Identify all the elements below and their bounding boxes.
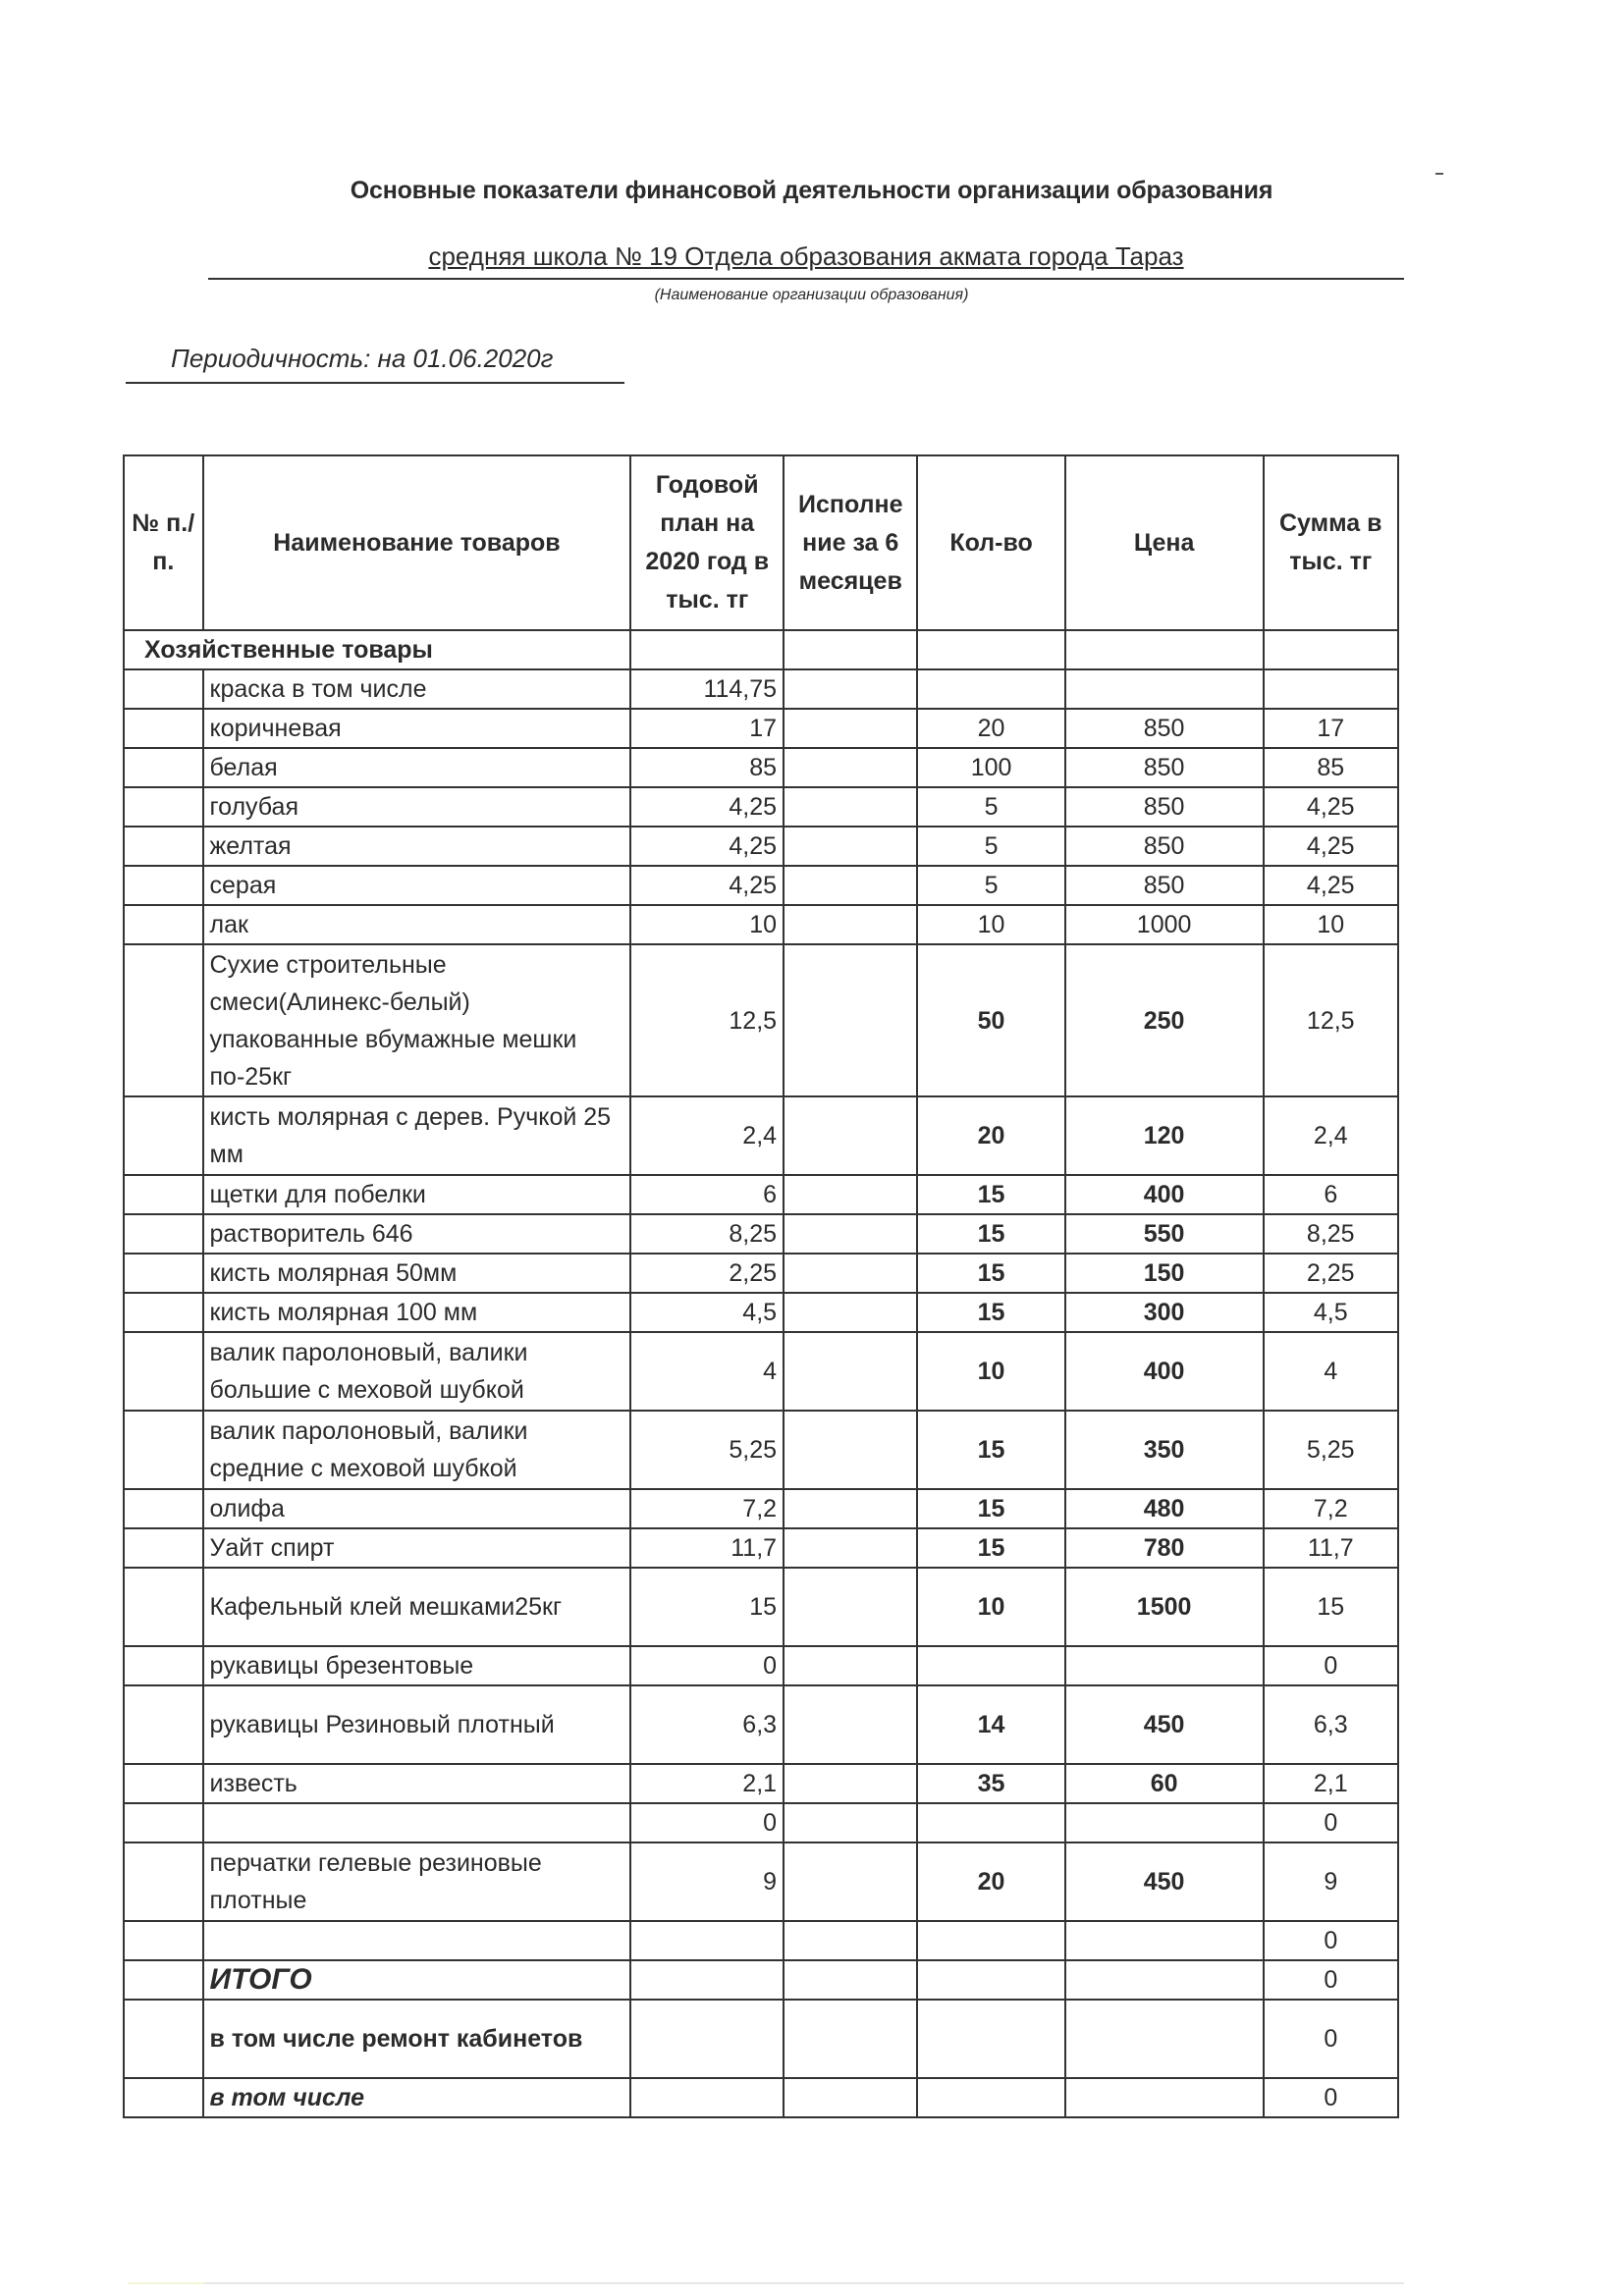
item-qty: 20 bbox=[917, 1096, 1064, 1175]
item-plan: 11,7 bbox=[630, 1528, 784, 1568]
table-row bbox=[124, 1921, 1398, 1960]
item-plan: 10 bbox=[630, 905, 784, 944]
item-qty: 15 bbox=[917, 1175, 1064, 1214]
total-row bbox=[124, 1960, 1398, 2000]
row-number bbox=[124, 1293, 203, 1332]
header-sum: Сумма в тыс. тг bbox=[1264, 455, 1398, 630]
row-number bbox=[124, 1411, 203, 1489]
table-row bbox=[124, 1411, 1398, 1489]
item-plan: 114,75 bbox=[630, 669, 784, 709]
item-name: перчатки гелевые резиновые плотные bbox=[203, 1842, 631, 1921]
item-qty: 15 bbox=[917, 1489, 1064, 1528]
item-qty: 15 bbox=[917, 1411, 1064, 1489]
row-number bbox=[124, 669, 203, 709]
table-row bbox=[124, 1528, 1398, 1568]
row-number bbox=[124, 1685, 203, 1764]
item-qty: 15 bbox=[917, 1293, 1064, 1332]
table-header-row bbox=[124, 455, 1398, 630]
item-plan: 5,25 bbox=[630, 1411, 784, 1489]
section-row bbox=[124, 630, 1398, 669]
item-qty: 100 bbox=[917, 748, 1064, 787]
item-exec bbox=[784, 1293, 917, 1332]
item-price: 350 bbox=[1065, 1411, 1264, 1489]
item-qty: 14 bbox=[917, 1685, 1064, 1764]
item-name: лак bbox=[203, 905, 631, 944]
item-name: щетки для побелки bbox=[203, 1175, 631, 1214]
item-exec bbox=[784, 905, 917, 944]
item-price: 150 bbox=[1065, 1254, 1264, 1293]
row-number bbox=[124, 1096, 203, 1175]
repair-sum: 0 bbox=[1264, 2000, 1398, 2078]
section-title: Хозяйственные товары bbox=[124, 630, 630, 669]
row-number bbox=[124, 1175, 203, 1214]
item-name: желтая bbox=[203, 827, 631, 866]
item-sum: 85 bbox=[1264, 748, 1398, 787]
item-sum: 9 bbox=[1264, 1842, 1398, 1921]
item-price: 850 bbox=[1065, 787, 1264, 827]
item-exec bbox=[784, 709, 917, 748]
table-row bbox=[124, 1332, 1398, 1411]
organization-caption: (Наименование организации образования) bbox=[654, 287, 969, 303]
item-qty: 5 bbox=[917, 866, 1064, 905]
item-exec bbox=[784, 1096, 917, 1175]
item-plan: 6,3 bbox=[630, 1685, 784, 1764]
row-number bbox=[124, 787, 203, 827]
item-plan: 85 bbox=[630, 748, 784, 787]
item-sum: 2,1 bbox=[1264, 1764, 1398, 1803]
item-name: серая bbox=[203, 866, 631, 905]
item-sum: 2,4 bbox=[1264, 1096, 1398, 1175]
item-price bbox=[1065, 1803, 1264, 1842]
item-sum: 6,3 bbox=[1264, 1685, 1398, 1764]
item-exec bbox=[784, 1921, 917, 1960]
item-plan: 15 bbox=[630, 1568, 784, 1646]
item-price: 400 bbox=[1065, 1175, 1264, 1214]
item-sum: 4,5 bbox=[1264, 1293, 1398, 1332]
item-price: 300 bbox=[1065, 1293, 1264, 1332]
table-row bbox=[124, 827, 1398, 866]
item-price: 850 bbox=[1065, 748, 1264, 787]
item-qty bbox=[917, 1646, 1064, 1685]
repair-label: в том числе ремонт кабинетов bbox=[203, 2000, 631, 2078]
item-qty: 50 bbox=[917, 944, 1064, 1096]
item-exec bbox=[784, 1332, 917, 1411]
item-name: кисть молярная с дерев. Ручкой 25 мм bbox=[203, 1096, 631, 1175]
item-sum: 8,25 bbox=[1264, 1214, 1398, 1254]
scan-mark bbox=[1435, 173, 1443, 175]
header-num: № п./п. bbox=[124, 455, 203, 630]
item-plan: 2,1 bbox=[630, 1764, 784, 1803]
including-row bbox=[124, 2078, 1398, 2117]
table-row bbox=[124, 944, 1398, 1096]
item-exec bbox=[784, 669, 917, 709]
item-price: 120 bbox=[1065, 1096, 1264, 1175]
item-name: Кафельный клей мешками25кг bbox=[203, 1568, 631, 1646]
table-row bbox=[124, 1764, 1398, 1803]
table-row bbox=[124, 866, 1398, 905]
row-number bbox=[124, 944, 203, 1096]
including-sum: 0 bbox=[1264, 2078, 1398, 2117]
item-qty: 20 bbox=[917, 709, 1064, 748]
item-price: 450 bbox=[1065, 1842, 1264, 1921]
header-price: Цена bbox=[1065, 455, 1264, 630]
item-sum: 7,2 bbox=[1264, 1489, 1398, 1528]
item-sum: 4,25 bbox=[1264, 866, 1398, 905]
item-qty: 10 bbox=[917, 905, 1064, 944]
header-exec: Исполне ние за 6 месяцев bbox=[784, 455, 917, 630]
item-exec bbox=[784, 944, 917, 1096]
item-price: 1000 bbox=[1065, 905, 1264, 944]
itogo-sum: 0 bbox=[1264, 1960, 1398, 2000]
item-qty bbox=[917, 669, 1064, 709]
item-plan: 8,25 bbox=[630, 1214, 784, 1254]
item-sum: 11,7 bbox=[1264, 1528, 1398, 1568]
organization-name: средняя школа № 19 Отдела образования акмата города Тараз bbox=[428, 241, 1184, 271]
item-price: 550 bbox=[1065, 1214, 1264, 1254]
item-name: известь bbox=[203, 1764, 631, 1803]
item-name: Сухие строительные смеси(Алинекс-белый) упакованные вбумажные мешки по-25кг bbox=[203, 944, 631, 1096]
item-name: рукавицы брезентовые bbox=[203, 1646, 631, 1685]
row-number bbox=[124, 748, 203, 787]
item-sum: 5,25 bbox=[1264, 1411, 1398, 1489]
item-plan: 17 bbox=[630, 709, 784, 748]
item-price: 780 bbox=[1065, 1528, 1264, 1568]
item-qty: 15 bbox=[917, 1254, 1064, 1293]
item-name: кисть молярная 100 мм bbox=[203, 1293, 631, 1332]
item-qty: 10 bbox=[917, 1568, 1064, 1646]
row-number bbox=[124, 1254, 203, 1293]
item-exec bbox=[784, 1764, 917, 1803]
item-qty: 20 bbox=[917, 1842, 1064, 1921]
item-exec bbox=[784, 787, 917, 827]
row-number bbox=[124, 709, 203, 748]
table-row bbox=[124, 1096, 1398, 1175]
repair-row bbox=[124, 2000, 1398, 2078]
item-name: олифа bbox=[203, 1489, 631, 1528]
item-price: 850 bbox=[1065, 866, 1264, 905]
row-number bbox=[124, 1489, 203, 1528]
item-price: 1500 bbox=[1065, 1568, 1264, 1646]
row-number bbox=[124, 1842, 203, 1921]
item-exec bbox=[784, 1685, 917, 1764]
row-number bbox=[124, 1214, 203, 1254]
item-price: 250 bbox=[1065, 944, 1264, 1096]
item-plan: 2,25 bbox=[630, 1254, 784, 1293]
item-name: коричневая bbox=[203, 709, 631, 748]
row-number bbox=[124, 905, 203, 944]
item-exec bbox=[784, 827, 917, 866]
item-exec bbox=[784, 1803, 917, 1842]
item-exec bbox=[784, 1411, 917, 1489]
item-sum: 4,25 bbox=[1264, 787, 1398, 827]
item-price bbox=[1065, 669, 1264, 709]
organization-line bbox=[208, 241, 1404, 280]
item-exec bbox=[784, 1568, 917, 1646]
goods-table bbox=[123, 454, 1399, 2118]
item-plan: 4 bbox=[630, 1332, 784, 1411]
item-plan: 2,4 bbox=[630, 1096, 784, 1175]
item-exec bbox=[784, 1489, 917, 1528]
item-name: валик паролоновый, валики средние с меховой шубкой bbox=[203, 1411, 631, 1489]
item-price: 450 bbox=[1065, 1685, 1264, 1764]
item-plan: 4,5 bbox=[630, 1293, 784, 1332]
item-qty: 10 bbox=[917, 1332, 1064, 1411]
item-plan: 4,25 bbox=[630, 827, 784, 866]
item-plan: 7,2 bbox=[630, 1489, 784, 1528]
table-row bbox=[124, 1568, 1398, 1646]
item-sum: 4,25 bbox=[1264, 827, 1398, 866]
item-exec bbox=[784, 1175, 917, 1214]
table-row bbox=[124, 1803, 1398, 1842]
item-plan: 4,25 bbox=[630, 866, 784, 905]
row-number bbox=[124, 1528, 203, 1568]
item-plan: 12,5 bbox=[630, 944, 784, 1096]
item-exec bbox=[784, 1842, 917, 1921]
page-title: Основные показатели финансовой деятельности организации образования bbox=[350, 177, 1273, 204]
item-name: растворитель 646 bbox=[203, 1214, 631, 1254]
item-price: 400 bbox=[1065, 1332, 1264, 1411]
table-row bbox=[124, 905, 1398, 944]
row-number bbox=[124, 1921, 203, 1960]
item-qty bbox=[917, 1921, 1064, 1960]
header-qty: Кол-во bbox=[917, 455, 1064, 630]
row-number bbox=[124, 1646, 203, 1685]
item-price: 850 bbox=[1065, 827, 1264, 866]
header-name: Наименование товаров bbox=[203, 455, 631, 630]
table-row bbox=[124, 709, 1398, 748]
item-sum: 6 bbox=[1264, 1175, 1398, 1214]
item-plan: 0 bbox=[630, 1803, 784, 1842]
item-sum: 2,25 bbox=[1264, 1254, 1398, 1293]
table-row bbox=[124, 1254, 1398, 1293]
table-row bbox=[124, 1842, 1398, 1921]
item-exec bbox=[784, 748, 917, 787]
item-price bbox=[1065, 1921, 1264, 1960]
item-sum: 4 bbox=[1264, 1332, 1398, 1411]
item-plan: 6 bbox=[630, 1175, 784, 1214]
item-price: 480 bbox=[1065, 1489, 1264, 1528]
including-label: в том числе bbox=[203, 2078, 631, 2117]
item-qty: 5 bbox=[917, 827, 1064, 866]
item-plan: 4,25 bbox=[630, 787, 784, 827]
item-sum bbox=[1264, 669, 1398, 709]
item-qty: 35 bbox=[917, 1764, 1064, 1803]
item-name: белая bbox=[203, 748, 631, 787]
row-number bbox=[124, 1764, 203, 1803]
table-row bbox=[124, 1489, 1398, 1528]
table-row bbox=[124, 1214, 1398, 1254]
item-name: краска в том числе bbox=[203, 669, 631, 709]
item-exec bbox=[784, 866, 917, 905]
item-sum: 0 bbox=[1264, 1921, 1398, 1960]
item-qty: 15 bbox=[917, 1214, 1064, 1254]
row-number bbox=[124, 1332, 203, 1411]
item-price: 850 bbox=[1065, 709, 1264, 748]
item-sum: 15 bbox=[1264, 1568, 1398, 1646]
item-qty: 15 bbox=[917, 1528, 1064, 1568]
header-plan: Годовой план на 2020 год в тыс. тг bbox=[630, 455, 784, 630]
item-exec bbox=[784, 1214, 917, 1254]
period-label: Периодичность: на 01.06.2020г bbox=[126, 344, 624, 384]
item-name: валик паролоновый, валики большие с меховой шубкой bbox=[203, 1332, 631, 1411]
item-plan: 0 bbox=[630, 1646, 784, 1685]
table-row bbox=[124, 669, 1398, 709]
itogo-label: ИТОГО bbox=[203, 1960, 631, 2000]
table-row bbox=[124, 1293, 1398, 1332]
item-plan bbox=[630, 1921, 784, 1960]
row-number bbox=[124, 1803, 203, 1842]
item-sum: 17 bbox=[1264, 709, 1398, 748]
scan-artifact bbox=[128, 2282, 1404, 2284]
table-row bbox=[124, 1646, 1398, 1685]
row-number bbox=[124, 866, 203, 905]
item-exec bbox=[784, 1254, 917, 1293]
item-sum: 10 bbox=[1264, 905, 1398, 944]
table-row bbox=[124, 748, 1398, 787]
item-name: кисть молярная 50мм bbox=[203, 1254, 631, 1293]
table-row bbox=[124, 1175, 1398, 1214]
item-name: Уайт спирт bbox=[203, 1528, 631, 1568]
item-name bbox=[203, 1803, 631, 1842]
row-number bbox=[124, 827, 203, 866]
item-name: рукавицы Резиновый плотный bbox=[203, 1685, 631, 1764]
table-row bbox=[124, 1685, 1398, 1764]
item-qty: 5 bbox=[917, 787, 1064, 827]
item-sum: 0 bbox=[1264, 1646, 1398, 1685]
item-exec bbox=[784, 1528, 917, 1568]
item-qty bbox=[917, 1803, 1064, 1842]
item-name: голубая bbox=[203, 787, 631, 827]
item-price bbox=[1065, 1646, 1264, 1685]
item-exec bbox=[784, 1646, 917, 1685]
row-number bbox=[124, 1568, 203, 1646]
item-name bbox=[203, 1921, 631, 1960]
item-plan: 9 bbox=[630, 1842, 784, 1921]
item-price: 60 bbox=[1065, 1764, 1264, 1803]
item-sum: 0 bbox=[1264, 1803, 1398, 1842]
item-sum: 12,5 bbox=[1264, 944, 1398, 1096]
table-row bbox=[124, 787, 1398, 827]
